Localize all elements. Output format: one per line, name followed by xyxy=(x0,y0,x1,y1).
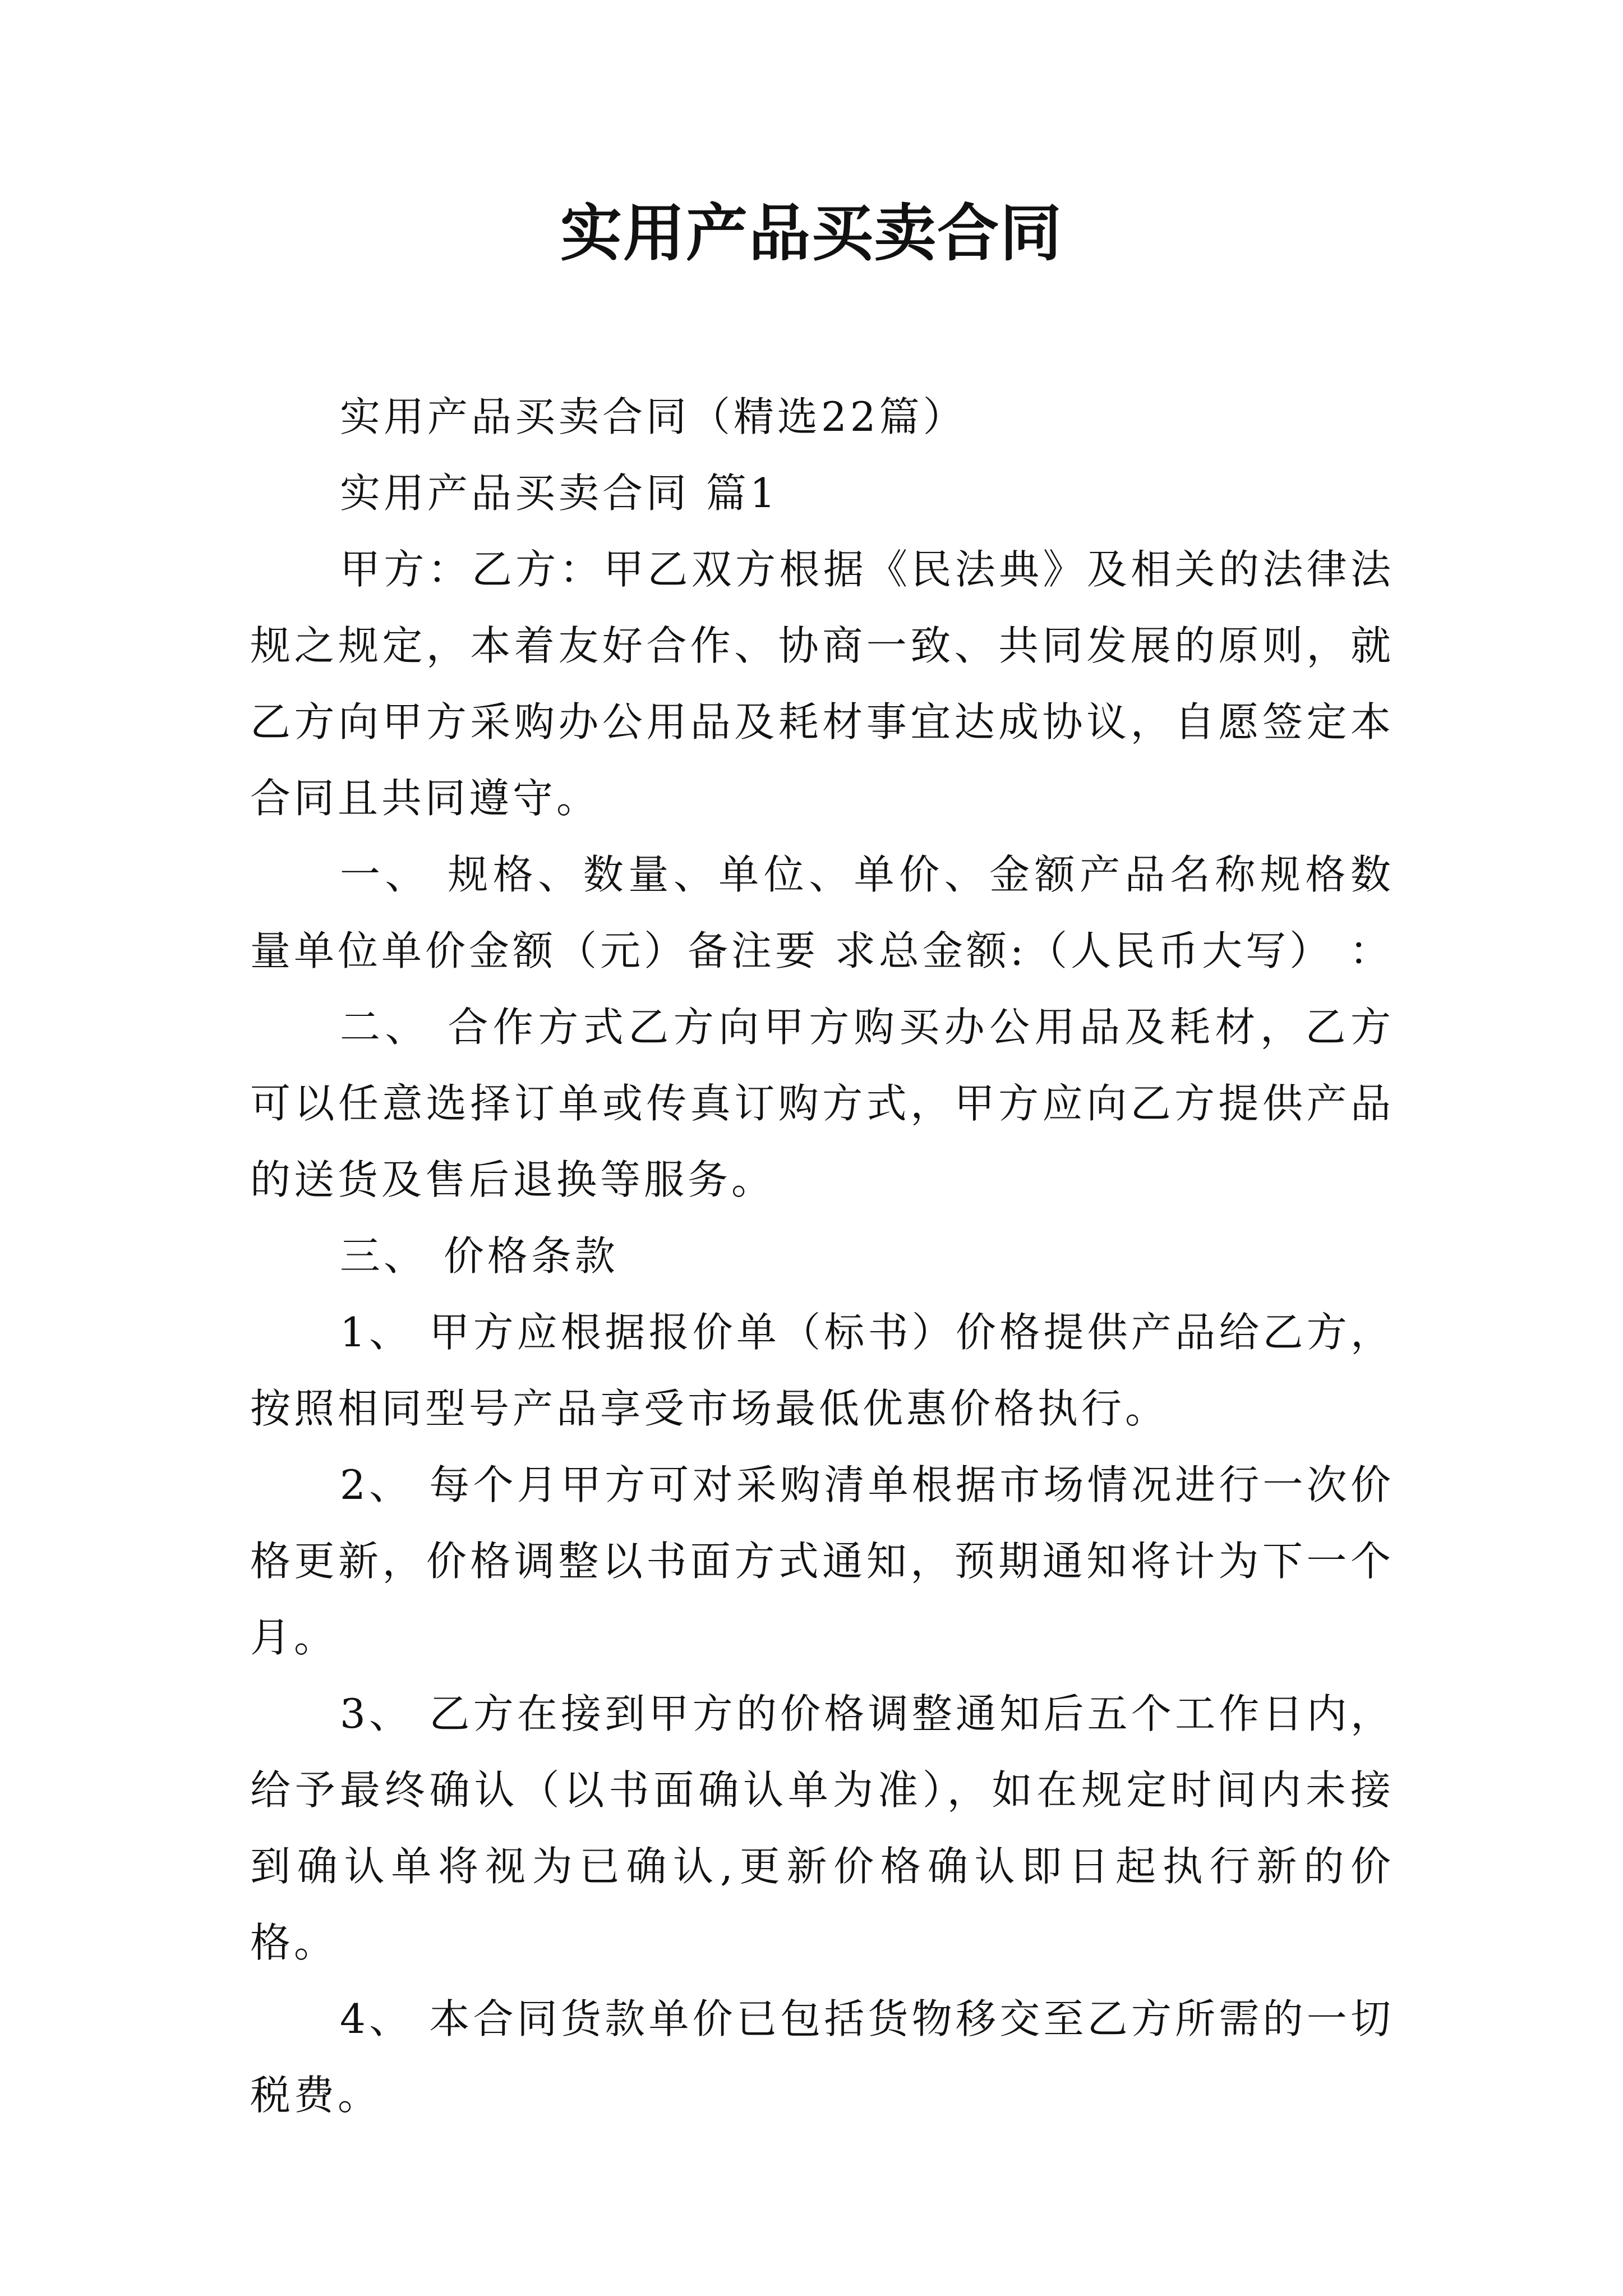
paragraph-item-3: 3、 乙方在接到甲方的价格调整通知后五个工作日内，给予最终确认（以书面确认单为准），如在规定时间内未接到确认单将视为已确认,更新价格确认即日起执行新的价格。 xyxy=(250,1690,1394,1966)
paragraph-section-heading: 实用产品买卖合同 篇1 xyxy=(340,470,779,517)
document-title: 实用产品买卖合同 xyxy=(560,197,1063,269)
document-body xyxy=(250,379,1394,2133)
paragraph-subtitle: 实用产品买卖合同（精选22篇） xyxy=(340,393,967,440)
paragraph-item-4: 4、 本合同货款单价已包括货物移交至乙方所需的一切税费。 xyxy=(250,1995,1394,2119)
paragraph-item-1: 1、 甲方应根据报价单（标书）价格提供产品给乙方，按照相同型号产品享受市场最低优惠价格执行。 xyxy=(250,1309,1394,1432)
paragraph-parties: 甲方：乙方：甲乙双方根据《民法典》及相关的法律法规之规定，本着友好合作、协商一致、共同发展的原则，就乙方向甲方采购办公用品及耗材事宜达成协议，自愿签定本合同且共同遵守。 xyxy=(250,546,1394,822)
paragraph-clause-2: 二、 合作方式乙方向甲方购买办公用品及耗材，乙方可以任意选择订单或传真订购方式，甲方应向乙方提供产品的送货及售后退换等服务。 xyxy=(250,1004,1394,1203)
paragraph-clause-3-heading: 三、 价格条款 xyxy=(340,1232,619,1280)
paragraph-clause-1: 一、 规格、数量、单位、单价、金额产品名称规格数量单位单价金额（元）备注要 求总金额:（人民币大写） ： xyxy=(250,851,1394,974)
paragraph-item-2: 2、 每个月甲方可对采购清单根据市场情况进行一次价格更新，价格调整以书面方式通知，预期通知将计为下一个月。 xyxy=(250,1461,1394,1661)
